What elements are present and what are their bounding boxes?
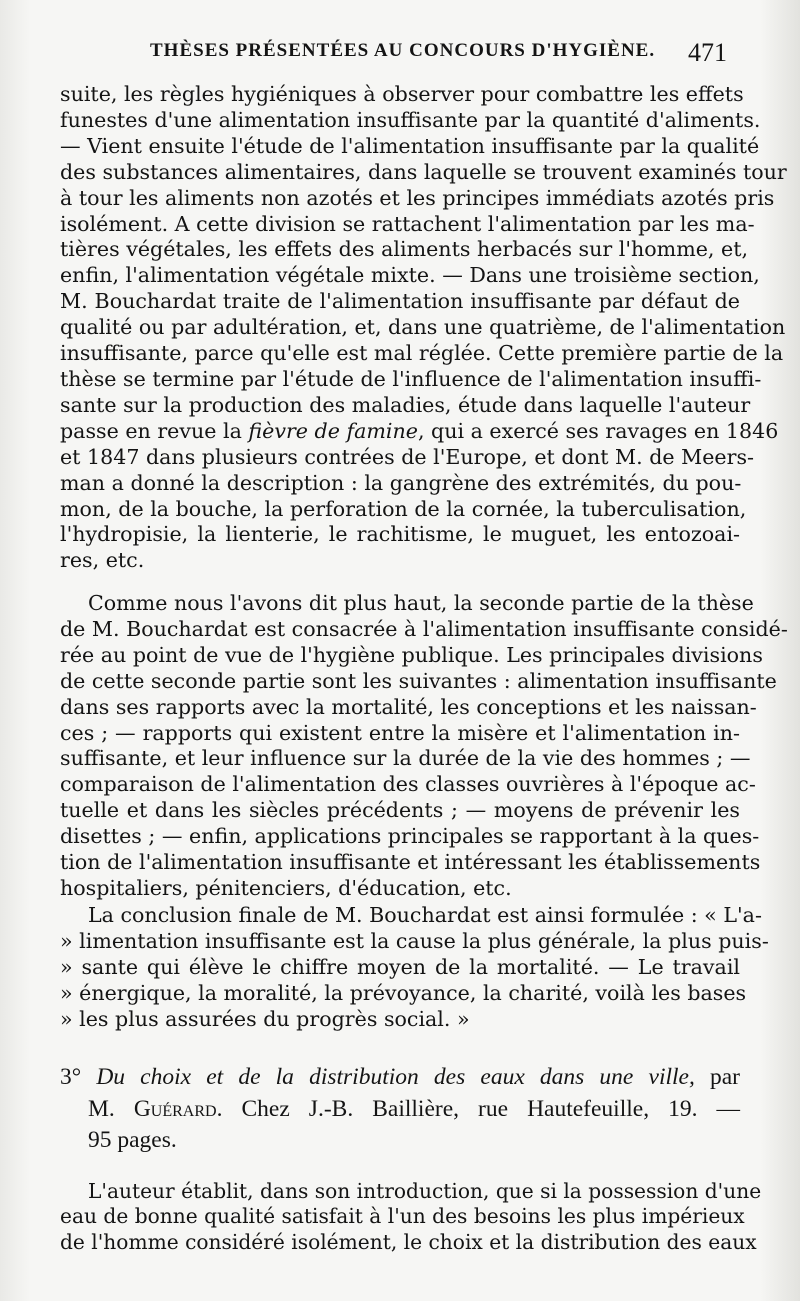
text-line: disettes ; — enfin, applications principales se rapportant à la ques- bbox=[60, 824, 760, 849]
paragraph-1 bbox=[60, 82, 787, 574]
text-line: et 1847 dans plusieurs contrées de l'Europe, et dont M. de Meers- bbox=[60, 444, 754, 469]
section-heading bbox=[60, 1062, 740, 1157]
paragraph-4 bbox=[60, 1179, 762, 1255]
text-line: dans ses rapports avec la mortalité, les conceptions et les naissan- bbox=[60, 694, 757, 719]
heading-title: Du choix et de la distribution des eaux dans une ville, bbox=[96, 1064, 695, 1090]
text-line: tuelle et dans les siècles précédents ; — moyens de prévenir les bbox=[60, 798, 740, 823]
paragraph-2 bbox=[60, 591, 788, 902]
italic-term: fièvre de famine bbox=[248, 418, 418, 443]
text-line: de cette seconde partie sont les suivantes : alimentation insuffisante bbox=[60, 668, 777, 693]
text-line: — Vient ensuite l'étude de l'alimentation insuffisante par la qualité bbox=[60, 133, 760, 158]
text-line: comparaison de l'alimentation des classes ouvrières à l'époque ac- bbox=[60, 772, 756, 797]
text-line: M. Bouchardat traite de l'alimentation insuffisante par défaut de bbox=[60, 289, 740, 314]
text-line: suite, les règles hygiéniques à observer pour combattre les effets bbox=[60, 82, 744, 106]
paragraph-3-quote bbox=[60, 903, 769, 1033]
text-line: de l'homme considéré isolément, le choix et la distribution des eaux bbox=[60, 1229, 757, 1254]
text-line: ces ; — rapports qui existent entre la misère et l'alimentation in- bbox=[60, 720, 740, 745]
text-line: res, etc. bbox=[60, 548, 145, 573]
running-header: THÈSES PRÉSENTÉES AU CONCOURS D'HYGIÈNE. bbox=[150, 40, 656, 61]
text-line: l'hydropisie, la lienterie, le rachitisme, le muguet, les entozoai- bbox=[60, 522, 740, 547]
text-line: sante sur la production des maladies, étude dans laquelle l'auteur bbox=[60, 392, 751, 417]
text-line: suffisante, et leur influence sur la durée de la vie des hommes ; — bbox=[60, 746, 751, 771]
publisher: Chez J.-B. Baillière, rue Hautefeuille, 19. — bbox=[241, 1095, 741, 1122]
author-name: Guérard. bbox=[133, 1095, 223, 1122]
text-line: » limentation insuffisante est la cause la plus générale, la plus puis- bbox=[60, 928, 769, 953]
text-line: hospitaliers, pénitenciers, d'éducation, etc. bbox=[60, 875, 512, 900]
text-line: » sante qui élève le chiffre moyen de la mortalité. — Le travail bbox=[60, 954, 740, 979]
text-line: insuffisante, parce qu'elle est mal réglée. Cette première partie de la bbox=[60, 341, 784, 366]
text-line: man a donné la description : la gangrène des extrémités, du pou- bbox=[60, 470, 742, 495]
text-line: de M. Bouchardat est consacrée à l'alimentation insuffisante considé- bbox=[60, 616, 788, 641]
text-line: funestes d'une alimentation insuffisante par la quantité d'aliments. bbox=[60, 107, 761, 132]
heading-line-2 bbox=[60, 1094, 740, 1126]
heading-par: par bbox=[710, 1064, 741, 1090]
text-line: L'auteur établit, dans son introduction, que si la possession d'une bbox=[88, 1179, 762, 1203]
text-line: thèse se termine par l'étude de l'influence de l'alimentation insuffi- bbox=[60, 366, 762, 391]
text-line: tion de l'alimentation insuffisante et intéressant les établissements bbox=[60, 850, 761, 875]
text-line: » les plus assurées du progrès social. » bbox=[60, 1006, 470, 1031]
heading-line-1 bbox=[60, 1062, 740, 1094]
text-line: La conclusion finale de M. Bouchardat est ainsi formulée : « L'a- bbox=[88, 903, 762, 927]
page-number: 471 bbox=[688, 38, 727, 67]
text-line: eau de bonne qualité satisfait à l'un des besoins les plus impérieux bbox=[60, 1204, 745, 1229]
text-line: tières végétales, les effets des aliments herbacés sur l'homme, et, bbox=[60, 237, 749, 262]
text-line: » énergique, la moralité, la prévoyance, la charité, voilà les bases bbox=[60, 980, 747, 1005]
text-line: à tour les aliments non azotés et les principes immédiats azotés pris bbox=[60, 185, 775, 210]
text-line: qualité ou par adultération, et, dans une quatrième, de l'alimentation bbox=[60, 315, 786, 340]
text-line: des substances alimentaires, dans laquelle se trouvent examinés tour bbox=[60, 159, 787, 184]
author-prefix: M. bbox=[88, 1095, 115, 1122]
text-line-with-italic: passe en revue la fièvre de famine, qui a exercé ses ravages en 1846 bbox=[60, 418, 779, 443]
text-line: rée au point de vue de l'hygiène publique. Les principales divisions bbox=[60, 642, 763, 667]
heading-pages: 95 pages. bbox=[88, 1127, 177, 1153]
text-line: isolément. A cette division se rattachent l'alimentation par les ma- bbox=[60, 211, 755, 236]
text-line: Comme nous l'avons dit plus haut, la seconde partie de la thèse bbox=[88, 591, 754, 615]
text-line: enfin, l'alimentation végétale mixte. — Dans une troisième section, bbox=[60, 263, 760, 288]
heading-number: 3° bbox=[60, 1064, 82, 1090]
text-line: mon, de la bouche, la perforation de la cornée, la tuberculisation, bbox=[60, 496, 747, 521]
